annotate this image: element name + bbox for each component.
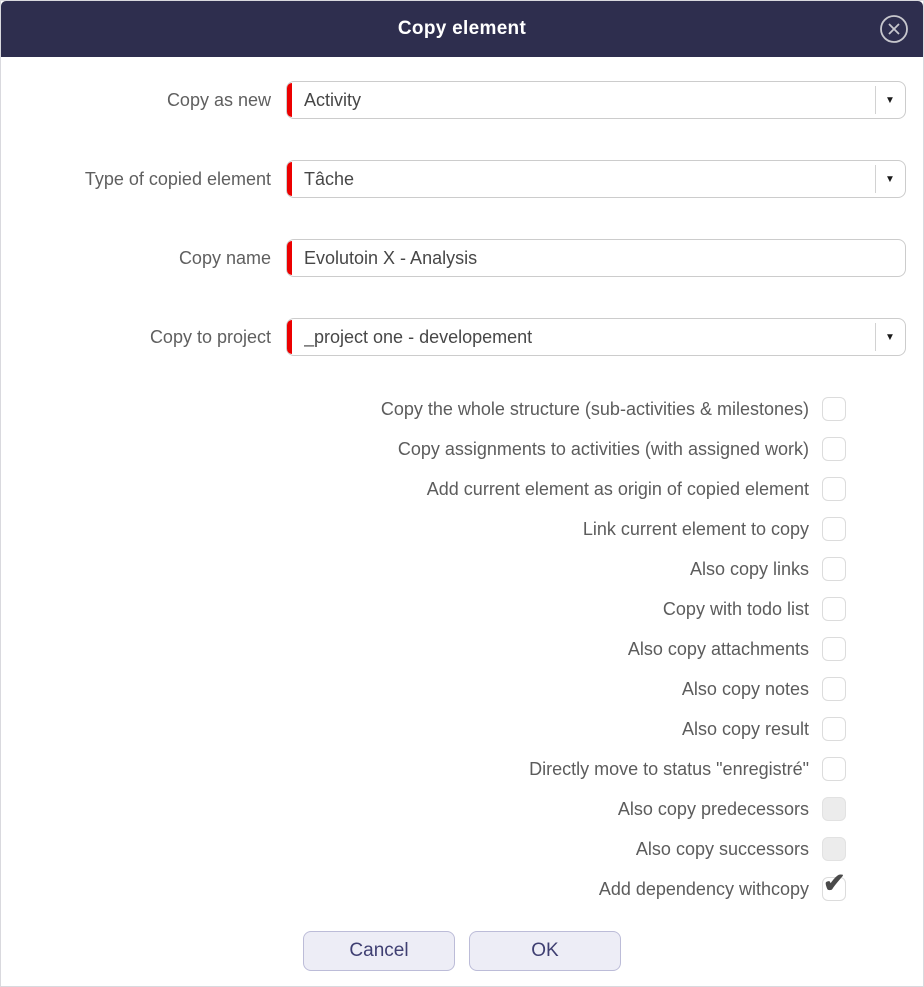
checkbox-label: Directly move to status "enregistré" [529, 758, 809, 779]
field-value: Evolutoin X - Analysis [304, 247, 478, 268]
checkbox[interactable] [822, 397, 846, 421]
close-icon [879, 14, 909, 44]
checkbox[interactable] [822, 557, 846, 581]
dropdown-arrow-icon[interactable]: ▼ [875, 165, 904, 193]
required-marker [287, 320, 292, 354]
form-field-row [1, 318, 923, 356]
field-input[interactable] [286, 81, 906, 119]
cancel-button[interactable]: Cancel [303, 931, 455, 971]
checkbox-label: Also copy notes [681, 678, 809, 699]
checkbox-row [1, 757, 923, 781]
checkbox-label: Link current element to copy [582, 518, 809, 539]
checkbox-label: Also copy predecessors [617, 798, 809, 819]
check-icon: ✔ [823, 868, 846, 898]
checkbox-row [1, 717, 923, 741]
field-label: Copy name [178, 247, 271, 268]
checkbox-list [1, 397, 923, 901]
checkbox-row [1, 797, 923, 821]
field-value: _project one - developement [304, 326, 533, 347]
checkbox-label: Copy assignments to activities (with assigned work) [397, 438, 809, 459]
checkbox-row [1, 597, 923, 621]
checkbox-label: Also copy result [681, 718, 809, 739]
close-button[interactable] [878, 13, 910, 45]
checkbox[interactable] [822, 868, 846, 901]
checkbox-row [1, 837, 923, 861]
checkbox-label: Also copy successors [635, 838, 809, 859]
dropdown-arrow-icon[interactable]: ▼ [875, 323, 904, 351]
checkbox[interactable] [822, 517, 846, 541]
checkbox-row [1, 557, 923, 581]
required-marker [287, 241, 292, 275]
checkbox-row [1, 477, 923, 501]
dialog-actions [1, 931, 923, 971]
dialog-title: Copy element [397, 18, 527, 39]
checkbox[interactable] [822, 837, 846, 861]
checkbox[interactable] [822, 437, 846, 461]
field-input[interactable] [286, 239, 906, 277]
ok-button[interactable]: OK [469, 931, 621, 971]
field-value: Activity [304, 89, 362, 110]
checkbox-row [1, 517, 923, 541]
checkbox[interactable] [822, 597, 846, 621]
checkbox[interactable] [822, 717, 846, 741]
checkbox-label: Also copy links [689, 558, 809, 579]
checkbox-row [1, 437, 923, 461]
checkbox[interactable] [822, 797, 846, 821]
checkbox[interactable] [822, 637, 846, 661]
dropdown-arrow-icon[interactable]: ▼ [875, 86, 904, 114]
form-field-row [1, 81, 923, 119]
field-input[interactable] [286, 160, 906, 198]
field-label: Copy as new [166, 89, 271, 110]
checkbox-label: Copy the whole structure (sub-activities & milestones) [380, 398, 809, 419]
checkbox[interactable] [822, 757, 846, 781]
form-field-row [1, 160, 923, 198]
dialog-header [1, 1, 923, 57]
field-value: Tâche [304, 168, 355, 189]
checkbox-label: Add dependency withcopy [598, 878, 809, 899]
field-label: Copy to project [149, 326, 271, 347]
checkbox-row [1, 637, 923, 661]
required-marker [287, 83, 292, 117]
checkbox-row [1, 397, 923, 421]
checkbox-label: Add current element as origin of copied element [426, 478, 809, 499]
checkbox[interactable] [822, 677, 846, 701]
field-input[interactable] [286, 318, 906, 356]
required-marker [287, 162, 292, 196]
checkbox-row [1, 677, 923, 701]
checkbox-label: Copy with todo list [662, 598, 809, 619]
form-field-row [1, 239, 923, 277]
checkbox[interactable] [822, 477, 846, 501]
form-fields [1, 57, 923, 356]
checkbox-label: Also copy attachments [627, 638, 809, 659]
checkbox-row [1, 868, 923, 901]
field-label: Type of copied element [84, 168, 271, 189]
